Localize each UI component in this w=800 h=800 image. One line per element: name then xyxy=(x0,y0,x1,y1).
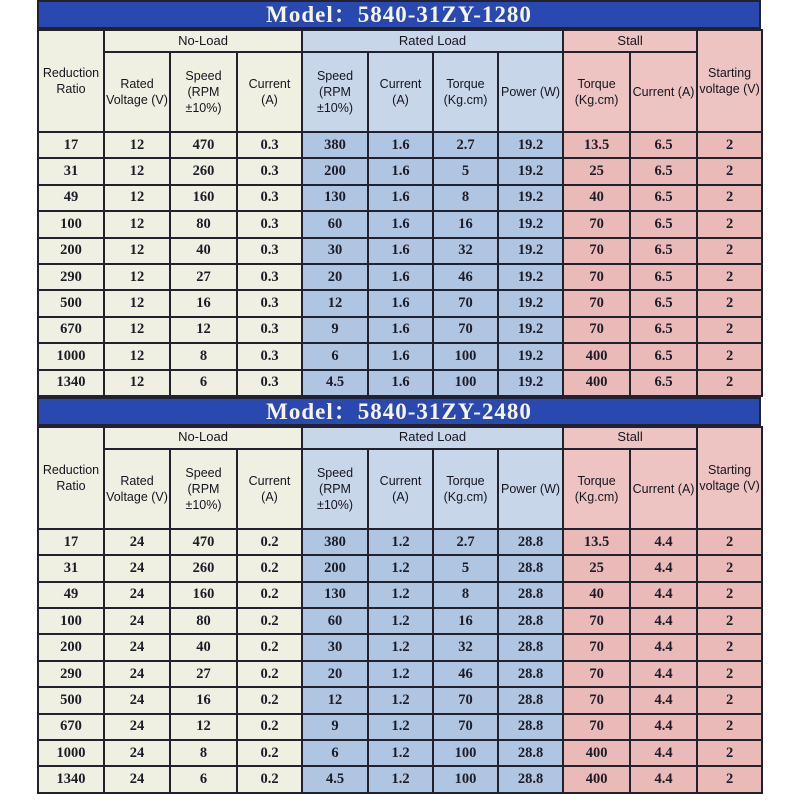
table-cell: 70 xyxy=(563,290,630,316)
table-cell: 19.2 xyxy=(498,290,563,316)
table-cell: 17 xyxy=(38,529,104,555)
table-cell: 19.2 xyxy=(498,132,563,158)
table-cell: 1.2 xyxy=(368,582,433,608)
table-row xyxy=(38,238,762,264)
column-header-starting-voltage: Starting voltage (V) xyxy=(697,427,762,529)
table-cell: 2 xyxy=(697,211,762,237)
column-header-reduction-ratio: Reduction Ratio xyxy=(38,30,104,132)
table-cell: 100 xyxy=(433,370,498,396)
table-cell: 60 xyxy=(302,608,368,634)
table-cell: 1.6 xyxy=(368,158,433,184)
model-title: Model：5840-31ZY-2480 xyxy=(266,398,532,424)
table-cell: 670 xyxy=(38,317,104,343)
table-cell: 0.2 xyxy=(237,555,302,581)
table-cell: 1.2 xyxy=(368,529,433,555)
table-cell: 0.3 xyxy=(237,343,302,369)
table-cell: 2 xyxy=(697,766,762,792)
table-cell: 6.5 xyxy=(630,290,697,316)
table-cell: 32 xyxy=(433,238,498,264)
motor-spec-sheet xyxy=(37,0,761,794)
spec-table-2 xyxy=(37,426,763,794)
column-header-no-load-speed: Speed (RPM ±10%) xyxy=(170,449,237,529)
table-cell: 0.2 xyxy=(237,687,302,713)
table-cell: 1.6 xyxy=(368,370,433,396)
table-cell: 19.2 xyxy=(498,185,563,211)
table-cell: 2 xyxy=(697,661,762,687)
table-cell: 12 xyxy=(104,317,170,343)
column-header-no-load-speed: Speed (RPM ±10%) xyxy=(170,52,237,132)
table-cell: 1.2 xyxy=(368,766,433,792)
table-cell: 9 xyxy=(302,714,368,740)
table-cell: 6.5 xyxy=(630,264,697,290)
table-cell: 40 xyxy=(170,238,237,264)
table-cell: 70 xyxy=(433,290,498,316)
table-cell: 13.5 xyxy=(563,529,630,555)
table-cell: 290 xyxy=(38,264,104,290)
table-cell: 1.6 xyxy=(368,264,433,290)
table-cell: 27 xyxy=(170,264,237,290)
table-cell: 6 xyxy=(302,343,368,369)
table-cell: 1.6 xyxy=(368,343,433,369)
table-cell: 5 xyxy=(433,158,498,184)
table-cell: 2 xyxy=(697,185,762,211)
table-cell: 8 xyxy=(170,740,237,766)
table-cell: 28.8 xyxy=(498,608,563,634)
table-cell: 0.3 xyxy=(237,290,302,316)
table-cell: 400 xyxy=(563,343,630,369)
table-cell: 4.4 xyxy=(630,634,697,660)
table-cell: 12 xyxy=(104,343,170,369)
column-header-rated-voltage: Rated Voltage (V) xyxy=(104,52,170,132)
table-cell: 70 xyxy=(563,634,630,660)
table-cell: 100 xyxy=(433,766,498,792)
table-cell: 2 xyxy=(697,582,762,608)
table-cell: 4.4 xyxy=(630,529,697,555)
table-cell: 28.8 xyxy=(498,529,563,555)
table-cell: 1.6 xyxy=(368,185,433,211)
group-header-rated-load: Rated Load xyxy=(302,427,563,449)
table-cell: 0.2 xyxy=(237,714,302,740)
group-header-stall: Stall xyxy=(563,427,697,449)
table-cell: 49 xyxy=(38,185,104,211)
table-cell: 80 xyxy=(170,608,237,634)
table-cell: 2 xyxy=(697,343,762,369)
table-cell: 1.2 xyxy=(368,634,433,660)
table-cell: 8 xyxy=(170,343,237,369)
column-header-rated-torque: Torque (Kg.cm) xyxy=(433,52,498,132)
column-header-stall-current: Current (A) xyxy=(630,52,697,132)
table-cell: 12 xyxy=(104,132,170,158)
table-row xyxy=(38,608,762,634)
table-cell: 0.2 xyxy=(237,661,302,687)
table-cell: 24 xyxy=(104,608,170,634)
table-cell: 1.2 xyxy=(368,714,433,740)
table-cell: 100 xyxy=(433,740,498,766)
table-cell: 0.3 xyxy=(237,132,302,158)
table-cell: 4.4 xyxy=(630,582,697,608)
table-cell: 2 xyxy=(697,317,762,343)
table-cell: 0.3 xyxy=(237,211,302,237)
table-cell: 70 xyxy=(563,264,630,290)
table-cell: 2 xyxy=(697,740,762,766)
column-header-row xyxy=(38,52,762,132)
table-cell: 16 xyxy=(170,290,237,316)
table-header xyxy=(38,427,762,529)
table-cell: 2 xyxy=(697,290,762,316)
table-cell: 19.2 xyxy=(498,238,563,264)
table-cell: 12 xyxy=(104,370,170,396)
table-row xyxy=(38,211,762,237)
table-cell: 28.8 xyxy=(498,740,563,766)
table-cell: 40 xyxy=(563,185,630,211)
table-cell: 6 xyxy=(302,740,368,766)
model-title-bar-2 xyxy=(37,397,761,426)
table-cell: 24 xyxy=(104,529,170,555)
table-cell: 2 xyxy=(697,158,762,184)
table-cell: 2 xyxy=(697,238,762,264)
table-cell: 0.3 xyxy=(237,238,302,264)
table-cell: 290 xyxy=(38,661,104,687)
table-cell: 160 xyxy=(170,582,237,608)
column-header-row xyxy=(38,449,762,529)
table-cell: 24 xyxy=(104,634,170,660)
table-row xyxy=(38,185,762,211)
table-cell: 12 xyxy=(302,290,368,316)
table-cell: 19.2 xyxy=(498,158,563,184)
table-cell: 70 xyxy=(563,211,630,237)
column-header-stall-torque: Torque (Kg.cm) xyxy=(563,52,630,132)
table-cell: 1.6 xyxy=(368,211,433,237)
table-cell: 12 xyxy=(170,317,237,343)
column-header-rated-current: Current (A) xyxy=(368,449,433,529)
table-cell: 200 xyxy=(302,555,368,581)
table-row xyxy=(38,132,762,158)
table-cell: 25 xyxy=(563,555,630,581)
table-cell: 28.8 xyxy=(498,766,563,792)
column-header-stall-torque: Torque (Kg.cm) xyxy=(563,449,630,529)
table-cell: 24 xyxy=(104,582,170,608)
table-cell: 60 xyxy=(302,211,368,237)
table-cell: 6.5 xyxy=(630,211,697,237)
table-body xyxy=(38,529,762,793)
table-cell: 24 xyxy=(104,714,170,740)
table-cell: 0.3 xyxy=(237,370,302,396)
table-cell: 17 xyxy=(38,132,104,158)
table-cell: 160 xyxy=(170,185,237,211)
table-cell: 4.4 xyxy=(630,714,697,740)
table-row xyxy=(38,264,762,290)
table-row xyxy=(38,317,762,343)
table-row xyxy=(38,687,762,713)
table-cell: 2 xyxy=(697,529,762,555)
table-cell: 25 xyxy=(563,158,630,184)
table-cell: 30 xyxy=(302,634,368,660)
table-cell: 1.2 xyxy=(368,555,433,581)
column-header-rated-power: Power (W) xyxy=(498,449,563,529)
table-cell: 24 xyxy=(104,687,170,713)
table-body xyxy=(38,132,762,396)
group-header-stall: Stall xyxy=(563,30,697,52)
table-cell: 6.5 xyxy=(630,238,697,264)
table-cell: 0.2 xyxy=(237,766,302,792)
table-cell: 1.2 xyxy=(368,740,433,766)
table-cell: 1.2 xyxy=(368,661,433,687)
table-cell: 400 xyxy=(563,370,630,396)
table-cell: 500 xyxy=(38,290,104,316)
table-cell: 1.2 xyxy=(368,608,433,634)
table-cell: 4.5 xyxy=(302,766,368,792)
table-cell: 28.8 xyxy=(498,582,563,608)
table-cell: 49 xyxy=(38,582,104,608)
column-header-rated-speed: Speed (RPM ±10%) xyxy=(302,449,368,529)
table-cell: 200 xyxy=(38,634,104,660)
table-row xyxy=(38,370,762,396)
table-cell: 1.6 xyxy=(368,238,433,264)
column-header-reduction-ratio: Reduction Ratio xyxy=(38,427,104,529)
table-cell: 2 xyxy=(697,370,762,396)
table-cell: 4.4 xyxy=(630,661,697,687)
table-cell: 1340 xyxy=(38,370,104,396)
table-cell: 1340 xyxy=(38,766,104,792)
table-cell: 12 xyxy=(104,185,170,211)
table-cell: 16 xyxy=(433,211,498,237)
table-cell: 40 xyxy=(563,582,630,608)
table-cell: 1.2 xyxy=(368,687,433,713)
table-cell: 1.6 xyxy=(368,317,433,343)
table-cell: 0.2 xyxy=(237,582,302,608)
table-cell: 27 xyxy=(170,661,237,687)
table-row xyxy=(38,634,762,660)
group-header-no-load: No-Load xyxy=(104,427,302,449)
table-cell: 1000 xyxy=(38,740,104,766)
table-cell: 31 xyxy=(38,555,104,581)
table-cell: 2 xyxy=(697,264,762,290)
table-cell: 24 xyxy=(104,766,170,792)
table-cell: 2 xyxy=(697,132,762,158)
table-cell: 0.3 xyxy=(237,185,302,211)
table-cell: 40 xyxy=(170,634,237,660)
table-cell: 0.2 xyxy=(237,740,302,766)
table-cell: 12 xyxy=(104,211,170,237)
table-cell: 6 xyxy=(170,370,237,396)
table-cell: 31 xyxy=(38,158,104,184)
table-cell: 2 xyxy=(697,687,762,713)
table-cell: 28.8 xyxy=(498,714,563,740)
table-cell: 2 xyxy=(697,714,762,740)
table-cell: 32 xyxy=(433,634,498,660)
group-header-rated-load: Rated Load xyxy=(302,30,563,52)
table-row xyxy=(38,529,762,555)
table-cell: 100 xyxy=(433,343,498,369)
table-cell: 70 xyxy=(563,317,630,343)
column-header-starting-voltage: Starting voltage (V) xyxy=(697,30,762,132)
table-cell: 470 xyxy=(170,132,237,158)
table-row xyxy=(38,582,762,608)
table-cell: 4.4 xyxy=(630,555,697,581)
column-header-rated-voltage: Rated Voltage (V) xyxy=(104,449,170,529)
table-cell: 200 xyxy=(38,238,104,264)
table-cell: 2.7 xyxy=(433,529,498,555)
column-header-no-load-current: Current (A) xyxy=(237,449,302,529)
column-header-stall-current: Current (A) xyxy=(630,449,697,529)
spec-table-1 xyxy=(37,29,763,397)
group-header-no-load: No-Load xyxy=(104,30,302,52)
table-cell: 0.3 xyxy=(237,264,302,290)
table-row xyxy=(38,740,762,766)
table-cell: 16 xyxy=(433,608,498,634)
table-cell: 6.5 xyxy=(630,185,697,211)
table-cell: 4.5 xyxy=(302,370,368,396)
table-cell: 0.3 xyxy=(237,317,302,343)
table-cell: 20 xyxy=(302,661,368,687)
table-cell: 46 xyxy=(433,264,498,290)
table-cell: 12 xyxy=(170,714,237,740)
table-cell: 12 xyxy=(104,238,170,264)
table-cell: 0.3 xyxy=(237,158,302,184)
table-cell: 0.2 xyxy=(237,634,302,660)
table-cell: 200 xyxy=(302,158,368,184)
table-cell: 1000 xyxy=(38,343,104,369)
table-cell: 28.8 xyxy=(498,555,563,581)
table-cell: 4.4 xyxy=(630,608,697,634)
table-cell: 70 xyxy=(563,661,630,687)
table-row xyxy=(38,714,762,740)
table-cell: 470 xyxy=(170,529,237,555)
table-cell: 70 xyxy=(433,317,498,343)
model-block-1 xyxy=(37,0,761,397)
table-cell: 380 xyxy=(302,132,368,158)
table-cell: 1.6 xyxy=(368,132,433,158)
table-cell: 2 xyxy=(697,608,762,634)
table-cell: 70 xyxy=(563,608,630,634)
table-cell: 19.2 xyxy=(498,343,563,369)
table-cell: 19.2 xyxy=(498,211,563,237)
table-cell: 6.5 xyxy=(630,317,697,343)
table-cell: 12 xyxy=(104,158,170,184)
group-header-row xyxy=(38,427,762,449)
table-cell: 2.7 xyxy=(433,132,498,158)
column-header-rated-current: Current (A) xyxy=(368,52,433,132)
table-cell: 28.8 xyxy=(498,661,563,687)
table-cell: 6.5 xyxy=(630,158,697,184)
table-row xyxy=(38,661,762,687)
table-row xyxy=(38,290,762,316)
table-row xyxy=(38,343,762,369)
table-cell: 100 xyxy=(38,211,104,237)
table-cell: 70 xyxy=(563,687,630,713)
table-cell: 24 xyxy=(104,661,170,687)
model-title: Model：5840-31ZY-1280 xyxy=(266,2,532,27)
table-cell: 12 xyxy=(104,264,170,290)
table-cell: 24 xyxy=(104,740,170,766)
table-cell: 400 xyxy=(563,766,630,792)
column-header-rated-torque: Torque (Kg.cm) xyxy=(433,449,498,529)
table-cell: 46 xyxy=(433,661,498,687)
table-cell: 24 xyxy=(104,555,170,581)
table-cell: 13.5 xyxy=(563,132,630,158)
table-cell: 4.4 xyxy=(630,687,697,713)
column-header-no-load-current: Current (A) xyxy=(237,52,302,132)
table-cell: 70 xyxy=(563,714,630,740)
table-cell: 100 xyxy=(38,608,104,634)
model-title-bar-1 xyxy=(37,0,761,29)
table-row xyxy=(38,555,762,581)
table-cell: 130 xyxy=(302,582,368,608)
table-cell: 12 xyxy=(302,687,368,713)
table-cell: 12 xyxy=(104,290,170,316)
table-cell: 70 xyxy=(433,687,498,713)
table-cell: 6.5 xyxy=(630,132,697,158)
table-cell: 0.2 xyxy=(237,608,302,634)
table-cell: 19.2 xyxy=(498,264,563,290)
table-cell: 0.2 xyxy=(237,529,302,555)
table-cell: 19.2 xyxy=(498,317,563,343)
table-cell: 670 xyxy=(38,714,104,740)
table-cell: 9 xyxy=(302,317,368,343)
table-header xyxy=(38,30,762,132)
column-header-rated-power: Power (W) xyxy=(498,52,563,132)
model-block-2 xyxy=(37,397,761,794)
table-cell: 4.4 xyxy=(630,766,697,792)
table-cell: 260 xyxy=(170,158,237,184)
table-cell: 400 xyxy=(563,740,630,766)
table-cell: 4.4 xyxy=(630,740,697,766)
table-cell: 500 xyxy=(38,687,104,713)
table-row xyxy=(38,766,762,792)
table-cell: 260 xyxy=(170,555,237,581)
table-cell: 8 xyxy=(433,582,498,608)
table-cell: 6 xyxy=(170,766,237,792)
table-cell: 5 xyxy=(433,555,498,581)
table-cell: 28.8 xyxy=(498,687,563,713)
table-row xyxy=(38,158,762,184)
table-cell: 1.6 xyxy=(368,290,433,316)
table-cell: 6.5 xyxy=(630,370,697,396)
table-cell: 70 xyxy=(563,238,630,264)
table-cell: 2 xyxy=(697,634,762,660)
table-cell: 70 xyxy=(433,714,498,740)
table-cell: 130 xyxy=(302,185,368,211)
table-cell: 20 xyxy=(302,264,368,290)
table-cell: 380 xyxy=(302,529,368,555)
table-cell: 19.2 xyxy=(498,370,563,396)
table-cell: 80 xyxy=(170,211,237,237)
table-cell: 8 xyxy=(433,185,498,211)
table-cell: 16 xyxy=(170,687,237,713)
column-header-rated-speed: Speed (RPM ±10%) xyxy=(302,52,368,132)
group-header-row xyxy=(38,30,762,52)
table-cell: 28.8 xyxy=(498,634,563,660)
table-cell: 2 xyxy=(697,555,762,581)
table-cell: 30 xyxy=(302,238,368,264)
table-cell: 6.5 xyxy=(630,343,697,369)
